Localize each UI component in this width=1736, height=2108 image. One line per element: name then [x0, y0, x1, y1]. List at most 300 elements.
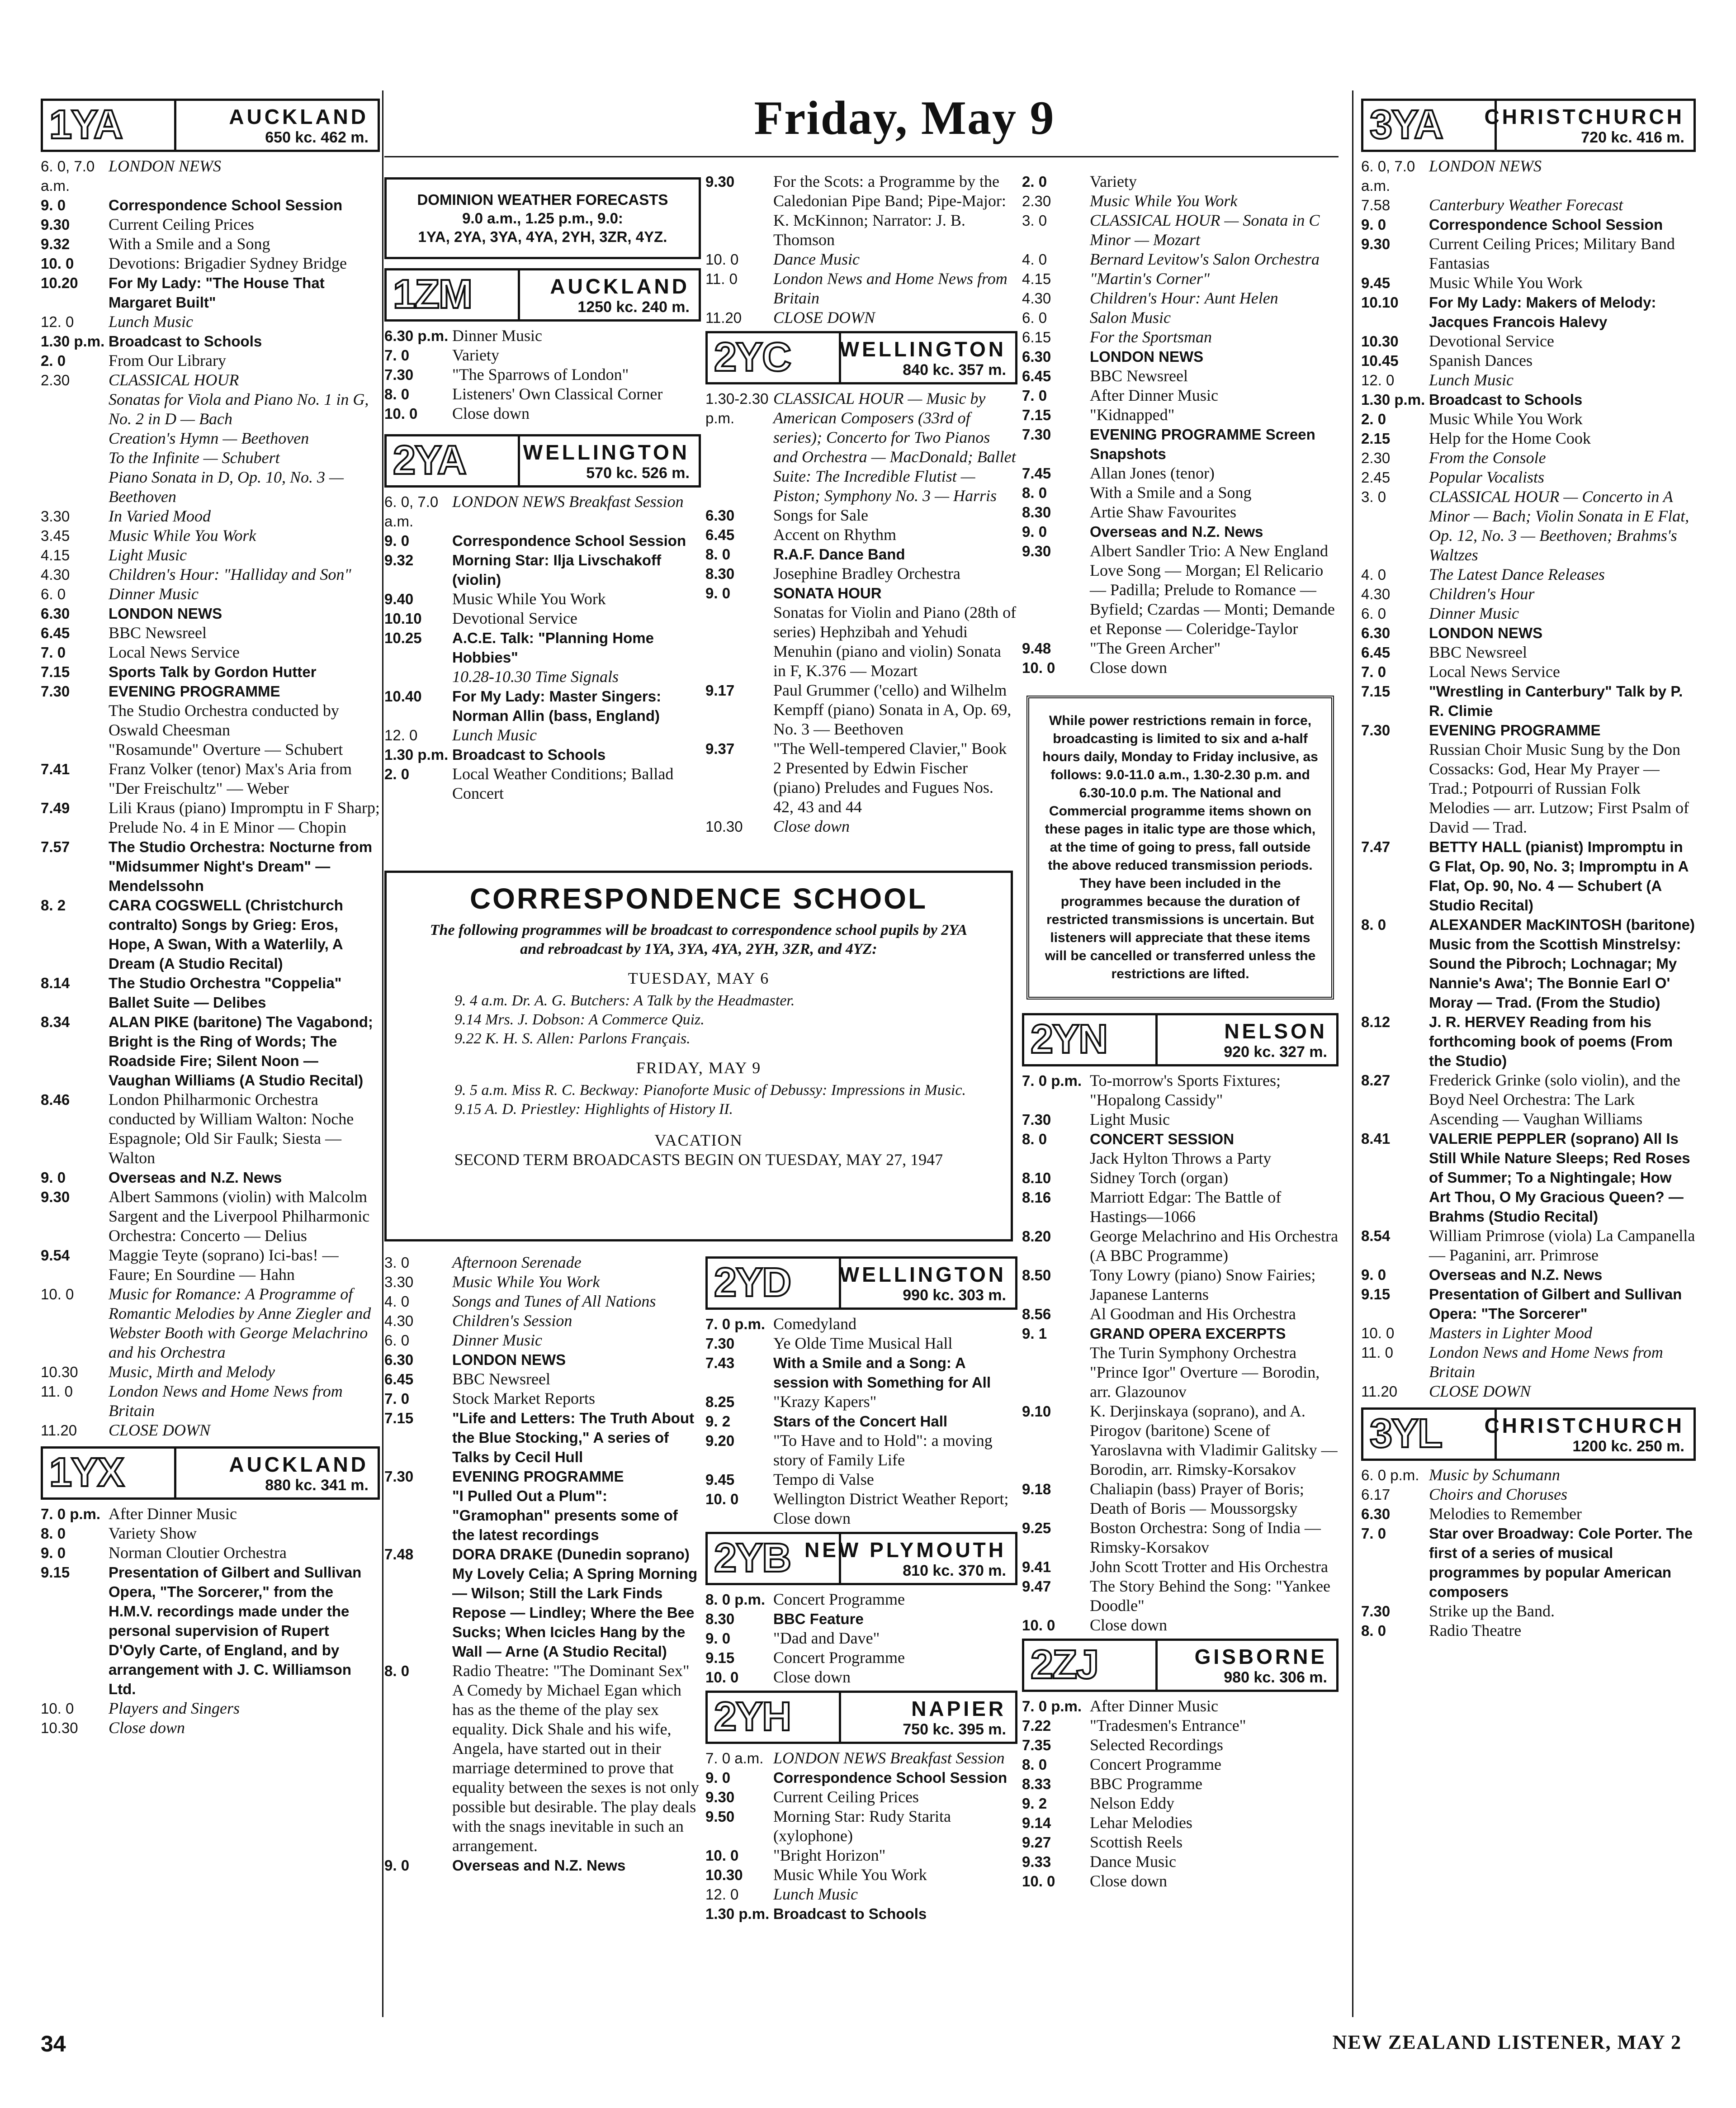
programme-title: Concert Programme	[773, 1649, 905, 1667]
station-city: AUCKLAND	[229, 105, 369, 128]
programme-row	[1361, 1284, 1696, 1323]
programme-title: Devotions: Brigadier Sydney Bridge	[109, 254, 347, 272]
station-call: 2YH	[714, 1694, 791, 1739]
programme-title: CONCERT SESSION	[1090, 1131, 1235, 1147]
programme-time: 8.27	[1361, 1072, 1391, 1089]
station-call: 1YA	[49, 102, 122, 147]
programme-time: 9.14	[1022, 1814, 1051, 1831]
programme-time: 10.10	[1361, 294, 1399, 311]
programme-row	[41, 973, 380, 1012]
programme-row	[705, 817, 1017, 836]
programme-time: 6.30	[705, 507, 735, 524]
programme-row	[41, 623, 380, 643]
programme-row	[41, 1284, 380, 1362]
programme-time: 10. 0	[1022, 1617, 1055, 1634]
programme-title: Dinner Music	[1429, 604, 1519, 622]
programme-title: CLOSE DOWN	[773, 308, 875, 327]
programme-time	[1361, 740, 1429, 837]
programme-row	[41, 1543, 380, 1563]
programme-row	[1022, 1833, 1339, 1852]
programme-title: BETTY HALL (pianist) Impromptu in G Flat, Op. 90, No. 3; Impromptu in A Flat, Op. 90, No. 4 — Schubert (A Studio Recital)	[1429, 838, 1689, 914]
programme-row	[1361, 293, 1696, 332]
programme-time: 9.41	[1022, 1558, 1051, 1575]
programme-time	[1022, 1149, 1090, 1168]
programme-row	[384, 1311, 701, 1331]
programme-time: 10.40	[384, 688, 422, 705]
programme-time: 3.45	[41, 527, 70, 544]
programme-title: Help for the Home Cook	[1429, 429, 1591, 447]
programme-title: Current Ceiling Prices; Military Band Fantasias	[1429, 235, 1675, 272]
programme-title: EVENING PROGRAMME	[109, 683, 280, 700]
programme-title: Frederick Grinke (solo violin), and the Boyd Neel Orchestra: The Lark Ascending — Vaughan Williams	[1429, 1071, 1680, 1128]
programme-row	[705, 1412, 1017, 1431]
station-2yh-header	[705, 1691, 1017, 1744]
programme-title: "Dad and Dave"	[773, 1629, 880, 1647]
programme-time: 6. 0	[41, 586, 66, 602]
programme-row	[384, 492, 701, 531]
programme-title: Children's Hour: Aunt Helen	[1090, 289, 1278, 307]
programme-time: 7. 0 p.m.	[41, 1506, 101, 1522]
programme-title: Morning Star: Ilja Livschakoff (violin)	[452, 552, 662, 588]
programme-title: Songs for Sale	[773, 506, 868, 524]
station-call: 1YX	[49, 1450, 124, 1495]
programme-row	[1361, 195, 1696, 215]
programme-row	[1361, 1323, 1696, 1343]
programme-time: 9. 0	[1361, 216, 1386, 233]
programme-title: Children's Hour	[1429, 585, 1535, 603]
station-frequency: 880 kc. 341 m.	[265, 1477, 369, 1494]
correspondence-item: 9.15 A. D. Priestley: Highlights of History II.	[454, 1101, 733, 1118]
programme-list	[1022, 1696, 1339, 1891]
programme-row	[1361, 1601, 1696, 1621]
programme-row	[1022, 1755, 1339, 1774]
correspondence-item: 9.22 K. H. S. Allen: Parlons Français.	[454, 1030, 691, 1047]
programme-row	[705, 1846, 1017, 1865]
programme-time: 10. 0	[384, 405, 418, 422]
programme-row	[1022, 269, 1339, 289]
programme-title: ALEXANDER MacKINTOSH (baritone) Music from the Scottish Minstrelsy: Sound the Pibroch; Lochnagar; My Nannie's Awa'; The Bonnie Earl O' Moray — Trad. (From the Studio)	[1429, 916, 1695, 1011]
programme-title: "I Pulled Out a Plum": "Gramophan" presents some of the latest recordings	[452, 1487, 678, 1543]
programme-row	[1022, 1696, 1339, 1716]
correspondence-item: 9. 5 a.m. Miss R. C. Beckway: Pianoforte Music of Debussy: Impressions in Music.	[454, 1082, 966, 1099]
programme-list	[705, 1590, 1017, 1687]
programme-row	[1361, 623, 1696, 643]
programme-time: 6.45	[1022, 368, 1051, 384]
programme-row	[705, 506, 1017, 525]
programme-title: Dance Music	[773, 250, 860, 268]
programme-time: 7.30	[1361, 722, 1391, 739]
programme-time: 10.20	[41, 275, 78, 291]
programme-title: DORA DRAKE (Dunedin soprano) My Lovely Celia; A Spring Morning — Wilson; Still the Lark Finds Repose — Lindley; Where the Bee Sucks; When Icicles Hang by the Wall — Arne (A Studio Recital)	[452, 1546, 698, 1660]
programme-time: 9.54	[41, 1247, 70, 1264]
programme-time: 9. 2	[705, 1413, 731, 1430]
programme-row	[1361, 390, 1696, 409]
programme-time: 8.46	[41, 1091, 70, 1108]
programme-time: 8.20	[1022, 1228, 1051, 1245]
programme-row	[705, 172, 1017, 250]
programme-row	[1022, 425, 1339, 464]
programme-time: 6.17	[1361, 1486, 1391, 1503]
programme-title: Tony Lowry (piano) Snow Fairies; Japanese Lanterns	[1090, 1266, 1316, 1303]
programme-time: 7. 0	[384, 347, 410, 364]
programme-title: Close down	[1090, 1872, 1167, 1890]
station-city: CHRISTCHURCH	[1484, 105, 1684, 128]
correspondence-vacation: VACATION	[654, 1131, 743, 1149]
programme-row	[705, 1334, 1017, 1353]
programme-row	[384, 1369, 701, 1389]
programme-row	[705, 545, 1017, 564]
programme-title: LONDON NEWS	[1429, 625, 1543, 641]
programme-row	[1022, 1149, 1339, 1168]
programme-title: Afternoon Serenade	[452, 1253, 582, 1271]
programme-row	[41, 662, 380, 682]
programme-time: 10.30	[705, 1866, 743, 1883]
programme-row	[41, 215, 380, 234]
programme-time: 9.25	[1022, 1520, 1051, 1536]
programme-time: 9.30	[41, 1189, 70, 1205]
programme-row	[705, 269, 1017, 308]
programme-time: 7.49	[41, 800, 70, 816]
programme-time: 9.47	[1022, 1578, 1051, 1595]
correspondence-title: CORRESPONDENCE SCHOOL	[469, 882, 928, 915]
programme-title: Music by Schumann	[1429, 1466, 1560, 1484]
programme-time: 8. 0	[1361, 916, 1386, 933]
programme-time: 7.57	[41, 838, 70, 855]
programme-title: Songs and Tunes of All Nations	[452, 1292, 656, 1310]
programme-row	[384, 1408, 701, 1467]
programme-title: Spanish Dances	[1429, 351, 1533, 369]
programme-time: 7.41	[41, 761, 70, 777]
programme-title: Stars of the Concert Hall	[773, 1413, 948, 1430]
programme-title: Dinner Music	[452, 1331, 542, 1349]
programme-row	[1022, 366, 1339, 386]
programme-row	[41, 312, 380, 332]
programme-list	[384, 1253, 701, 1875]
programme-time: 7. 0	[41, 644, 66, 661]
programme-title: For the Sportsman	[1090, 328, 1212, 346]
programme-title: Selected Recordings	[1090, 1736, 1223, 1754]
programme-time: 6. 0	[1022, 309, 1047, 326]
programme-title: London Philharmonic Orchestra conducted by William Walton: Noche Espagnole; Old Sir Faulk; Siesta — Walton	[109, 1090, 354, 1167]
programme-time: 12. 0	[384, 727, 418, 744]
programme-time: 4.15	[1022, 270, 1051, 287]
programme-title: CLOSE DOWN	[109, 1421, 211, 1439]
programme-row	[1022, 1871, 1339, 1891]
programme-time: 2.30	[1361, 450, 1391, 466]
programme-time: 7.47	[1361, 838, 1391, 855]
programme-title: Correspondence School Session	[1429, 216, 1663, 233]
programme-time: 7.15	[1361, 683, 1391, 700]
programme-title: The Studio Orchestra: Nocturne from "Midsummer Night's Dream" — Mendelssohn	[109, 838, 373, 894]
programme-row	[41, 1168, 380, 1187]
programme-time: 4.30	[41, 566, 70, 583]
programme-title: BBC Newsreel	[452, 1370, 550, 1388]
programme-time: 6.30	[1361, 625, 1391, 641]
programme-title: Ye Olde Time Musical Hall	[773, 1334, 953, 1352]
programme-title: From the Console	[1429, 449, 1546, 467]
programme-title: Dinner Music	[452, 327, 542, 345]
programme-title: Variety Show	[109, 1524, 197, 1542]
programme-title: VALERIE PEPPLER (soprano) All Is Still While Nature Sleeps; Red Roses of Summer; To a Nightingale; How Art Thou, O My Gracious Queen? — Brahms (Studio Recital)	[1429, 1130, 1690, 1225]
programme-time: 6.15	[1022, 329, 1051, 346]
programme-time: 9.17	[705, 682, 735, 699]
programme-row	[705, 1885, 1017, 1904]
programme-row	[1361, 1343, 1696, 1382]
programme-time: 9.15	[705, 1649, 735, 1666]
programme-row	[1361, 1129, 1696, 1226]
programme-time: 12. 0	[705, 1886, 739, 1903]
programme-row	[705, 250, 1017, 269]
programme-row	[384, 1467, 701, 1486]
programme-title: Accent on Rhythm	[773, 526, 896, 544]
programme-row	[1022, 1071, 1339, 1110]
programme-row	[1361, 215, 1696, 234]
programme-time: 10.30	[41, 1720, 78, 1736]
programme-row	[1022, 1794, 1339, 1813]
programme-row	[41, 759, 380, 798]
programme-title: Children's Hour: "Halliday and Son"	[109, 565, 351, 583]
programme-title: Variety	[452, 346, 499, 364]
programme-row	[384, 404, 701, 423]
programme-title: After Dinner Music	[1090, 386, 1218, 404]
programme-title: Stock Market Reports	[452, 1389, 595, 1407]
programme-time: 9.20	[705, 1432, 735, 1449]
programme-row	[1361, 1485, 1696, 1504]
programme-time: 9. 0	[1361, 1266, 1386, 1283]
programme-title: Radio Theatre	[1429, 1621, 1522, 1639]
programme-title: Overseas and N.Z. News	[452, 1857, 626, 1874]
programme-title: "Wrestling in Canterbury" Talk by P. R. Climie	[1429, 683, 1683, 719]
programme-time: 3. 0	[1022, 212, 1047, 229]
programme-time: 4. 0	[1361, 566, 1386, 583]
station-city: GISBORNE	[1194, 1645, 1327, 1668]
column-2	[384, 172, 701, 803]
programme-list	[41, 156, 380, 1440]
programme-title: Music While You Work	[109, 526, 256, 545]
programme-title: With a Smile and a Song	[109, 235, 270, 253]
programme-title: Overseas and N.Z. News	[1429, 1266, 1603, 1283]
programme-time: 7.15	[41, 663, 70, 680]
programme-title: Josephine Bradley Orchestra	[773, 564, 960, 583]
column-2-lower	[384, 1253, 701, 1875]
programme-time: 2. 0	[1022, 173, 1047, 190]
programme-title: Nelson Eddy	[1090, 1794, 1174, 1812]
programme-title: SONATA HOUR	[773, 585, 882, 602]
programme-row	[1022, 1479, 1339, 1518]
programme-row	[41, 798, 380, 837]
programme-row	[1022, 191, 1339, 211]
programme-list	[384, 326, 701, 423]
programme-title: To-morrow's Sports Fixtures; "Hopalong Cassidy"	[1090, 1071, 1281, 1109]
programme-time: 3.30	[384, 1274, 414, 1290]
programme-time: 2. 0	[1361, 411, 1386, 427]
programme-title: After Dinner Music	[1090, 1697, 1218, 1715]
programme-time: 2.30	[1022, 193, 1051, 209]
programme-time: 10. 0	[705, 251, 739, 268]
programme-row	[384, 667, 701, 687]
programme-row	[384, 346, 701, 365]
programme-row	[41, 254, 380, 273]
programme-list	[1022, 172, 1339, 677]
programme-row	[1361, 604, 1696, 623]
station-frequency: 920 kc. 327 m.	[1224, 1043, 1327, 1061]
programme-title: Correspondence School Session	[452, 532, 686, 549]
programme-title: GRAND OPERA EXCERPTS	[1090, 1325, 1286, 1342]
programme-row	[1022, 1735, 1339, 1755]
programme-list	[1361, 156, 1696, 1401]
programme-time: 8. 0	[384, 386, 410, 403]
programme-title: Albert Sandler Trio: A New England Love Song — Morgan; El Relicario — Padilla; Prelude to Romance — Byfield; Czardas — Monti; Demande et Reponse — Coleridge-Taylor	[1090, 542, 1335, 638]
programme-time: 4. 0	[1022, 251, 1047, 268]
programme-title: "The Well-tempered Clavier," Book 2 Presented by Edwin Fischer (piano) Preludes and Fugues Nos. 42, 43 and 44	[773, 739, 1007, 816]
programme-title: Norman Cloutier Orchestra	[109, 1544, 287, 1562]
programme-title: Salon Music	[1090, 308, 1171, 327]
programme-time: 7.48	[384, 1546, 414, 1563]
programme-time: 2. 0	[41, 352, 66, 369]
programme-title: For My Lady: Makers of Melody: Jacques Francois Halevy	[1429, 294, 1656, 330]
programme-title: For My Lady: "The House That Margaret Built"	[109, 275, 325, 311]
programme-title: Sidney Torch (organ)	[1090, 1169, 1229, 1187]
programme-time: 9. 0	[705, 1630, 731, 1647]
programme-time: 7. 0	[1022, 387, 1047, 404]
programme-time: 8.56	[1022, 1306, 1051, 1322]
programme-row	[384, 609, 701, 628]
programme-row	[41, 1718, 380, 1738]
programme-time: 8. 0	[41, 1525, 66, 1542]
programme-title: Albert Sammons (violin) with Malcolm Sargent and the Liverpool Philharmonic Orchestra: Concerto — Delius	[109, 1188, 370, 1245]
programme-title: Music While You Work	[452, 590, 606, 608]
programme-time: 11.20	[41, 1422, 77, 1439]
programme-time	[384, 667, 452, 687]
programme-row	[1361, 740, 1696, 837]
programme-time	[41, 468, 109, 507]
programme-time: 8. 2	[41, 897, 66, 914]
programme-title: Music While You Work	[1429, 274, 1583, 292]
programme-title: Bernard Levitow's Salon Orchestra	[1090, 250, 1320, 268]
programme-title: Russian Choir Music Sung by the Don Cossacks: God, Hear My Prayer — Trad.; Potpourri of Russian Folk Melodies — arr. Lutzow; First Psalm of David — Trad.	[1429, 740, 1689, 836]
programme-row	[41, 1563, 380, 1699]
station-frequency: 750 kc. 395 m.	[903, 1721, 1006, 1738]
programme-time: 1.30 p.m.	[705, 1905, 770, 1922]
programme-title: Creation's Hymn — Beethoven	[109, 429, 309, 447]
programme-time: 9. 0	[41, 197, 66, 213]
programme-title: CLASSICAL HOUR — Music by American Composers (33rd of series); Concerto for Two Pianos and Orchestra — MacDonald; Ballet Suite: The Incredible Flutist — Piston; Symphony No. 3 — Harris	[773, 389, 1016, 505]
programme-row	[384, 384, 701, 404]
programme-title: Overseas and N.Z. News	[1090, 523, 1263, 540]
column-1yA	[41, 95, 380, 1738]
programme-time: 11. 0	[41, 1383, 73, 1400]
header-rule	[384, 156, 1339, 157]
station-frequency: 650 kc. 462 m.	[265, 129, 369, 146]
programme-row	[1361, 429, 1696, 448]
programme-title: Variety	[1090, 172, 1137, 190]
programme-time: 4.30	[384, 1312, 414, 1329]
programme-row	[41, 584, 380, 604]
programme-title: Radio Theatre: "The Dominant Sex" A Comedy by Michael Egan which has as the theme of the play sex equality. Dick Shale and his wife, Angela, have started out in their marriage determined to prove that equality between the sexes is not only possible but desirable. The play deals with the snags inevitable in such an arrangement.	[452, 1662, 699, 1855]
programme-time: 10.45	[1361, 352, 1399, 369]
programme-row	[384, 531, 701, 550]
programme-row	[1361, 487, 1696, 565]
programme-row	[705, 1667, 1017, 1687]
station-call: 2YD	[714, 1260, 791, 1305]
programme-row	[1361, 409, 1696, 429]
programme-title: BBC Newsreel	[1429, 643, 1527, 661]
programme-time: 10.10	[384, 610, 422, 627]
station-3ya-header	[1361, 99, 1696, 152]
programme-title: "Rosamunde" Overture — Schubert	[109, 740, 343, 758]
programme-title: LONDON NEWS	[1429, 157, 1542, 175]
programme-row	[1022, 1129, 1339, 1149]
programme-time: 6.45	[705, 526, 735, 543]
programme-time: 8.30	[705, 1611, 735, 1627]
programme-time: 7.15	[384, 1410, 414, 1426]
programme-time: 7.30	[1361, 1603, 1391, 1620]
station-2yc-header	[705, 331, 1017, 384]
programme-title: Broadcast to Schools	[452, 746, 606, 763]
programme-time: 7.30	[384, 1468, 414, 1485]
programme-row	[705, 681, 1017, 739]
correspondence-second-term: SECOND TERM BROADCASTS BEGIN ON TUESDAY, MAY 27, 1947	[454, 1151, 943, 1169]
programme-row	[1022, 1227, 1339, 1265]
programme-time: 2.45	[1361, 469, 1391, 486]
programme-time: 9. 0	[41, 1544, 66, 1561]
programme-title: Correspondence School Session	[109, 197, 343, 213]
programme-title: Close down	[773, 1668, 851, 1686]
programme-time: 8.14	[41, 975, 70, 991]
programme-row	[384, 745, 701, 764]
station-frequency: 980 kc. 306 m.	[1224, 1669, 1327, 1686]
programme-time	[41, 448, 109, 468]
programme-row	[1022, 1716, 1339, 1735]
programme-row	[1022, 522, 1339, 541]
programme-title: Music While You Work	[1090, 192, 1238, 210]
programme-row	[1022, 1324, 1339, 1343]
programme-title: EVENING PROGRAMME Screen Snapshots	[1090, 426, 1315, 462]
programme-row	[41, 1421, 380, 1440]
programme-time: 10. 0	[41, 1286, 74, 1303]
programme-row	[41, 740, 380, 759]
programme-row	[1361, 1382, 1696, 1401]
programme-title: Close down	[1090, 1616, 1167, 1634]
programme-title: Close down	[452, 404, 530, 422]
programme-time: 10. 0	[1022, 1873, 1055, 1890]
programme-time: 7. 0 a.m.	[705, 1750, 764, 1767]
programme-row	[41, 234, 380, 254]
programme-row	[705, 564, 1017, 583]
programme-title: Light Music	[109, 546, 187, 564]
programme-time: 8. 0 p.m.	[705, 1591, 766, 1608]
programme-time: 9.30	[1361, 236, 1391, 252]
programme-title: Comedyland	[773, 1315, 856, 1333]
programme-title: Broadcast to Schools	[109, 333, 262, 350]
programme-row	[1022, 483, 1339, 502]
programme-time	[41, 701, 109, 740]
programme-list	[1022, 1071, 1339, 1635]
programme-row	[705, 1807, 1017, 1846]
programme-row	[41, 1090, 380, 1168]
programme-title: CLASSICAL HOUR	[109, 371, 239, 389]
programme-time: 12. 0	[41, 313, 74, 330]
programme-time: 8.12	[1361, 1014, 1391, 1030]
programme-title: Tempo di Valse	[773, 1470, 874, 1488]
programme-title: Popular Vocalists	[1429, 468, 1545, 486]
programme-time: 9. 2	[1022, 1795, 1047, 1812]
programme-title: For the Scots: a Programme by the Caledonian Pipe Band; Pipe-Major: K. McKinnon; Narrator: J. B. Thomson	[773, 172, 1006, 249]
programme-time: 1.30 p.m.	[1361, 391, 1425, 408]
programme-title: LONDON NEWS Breakfast Session	[773, 1749, 1005, 1767]
correspondence-day: TUESDAY, MAY 6	[628, 969, 770, 987]
programme-title: Boston Orchestra: Song of India — Rimsky-Korsakov	[1090, 1519, 1321, 1556]
